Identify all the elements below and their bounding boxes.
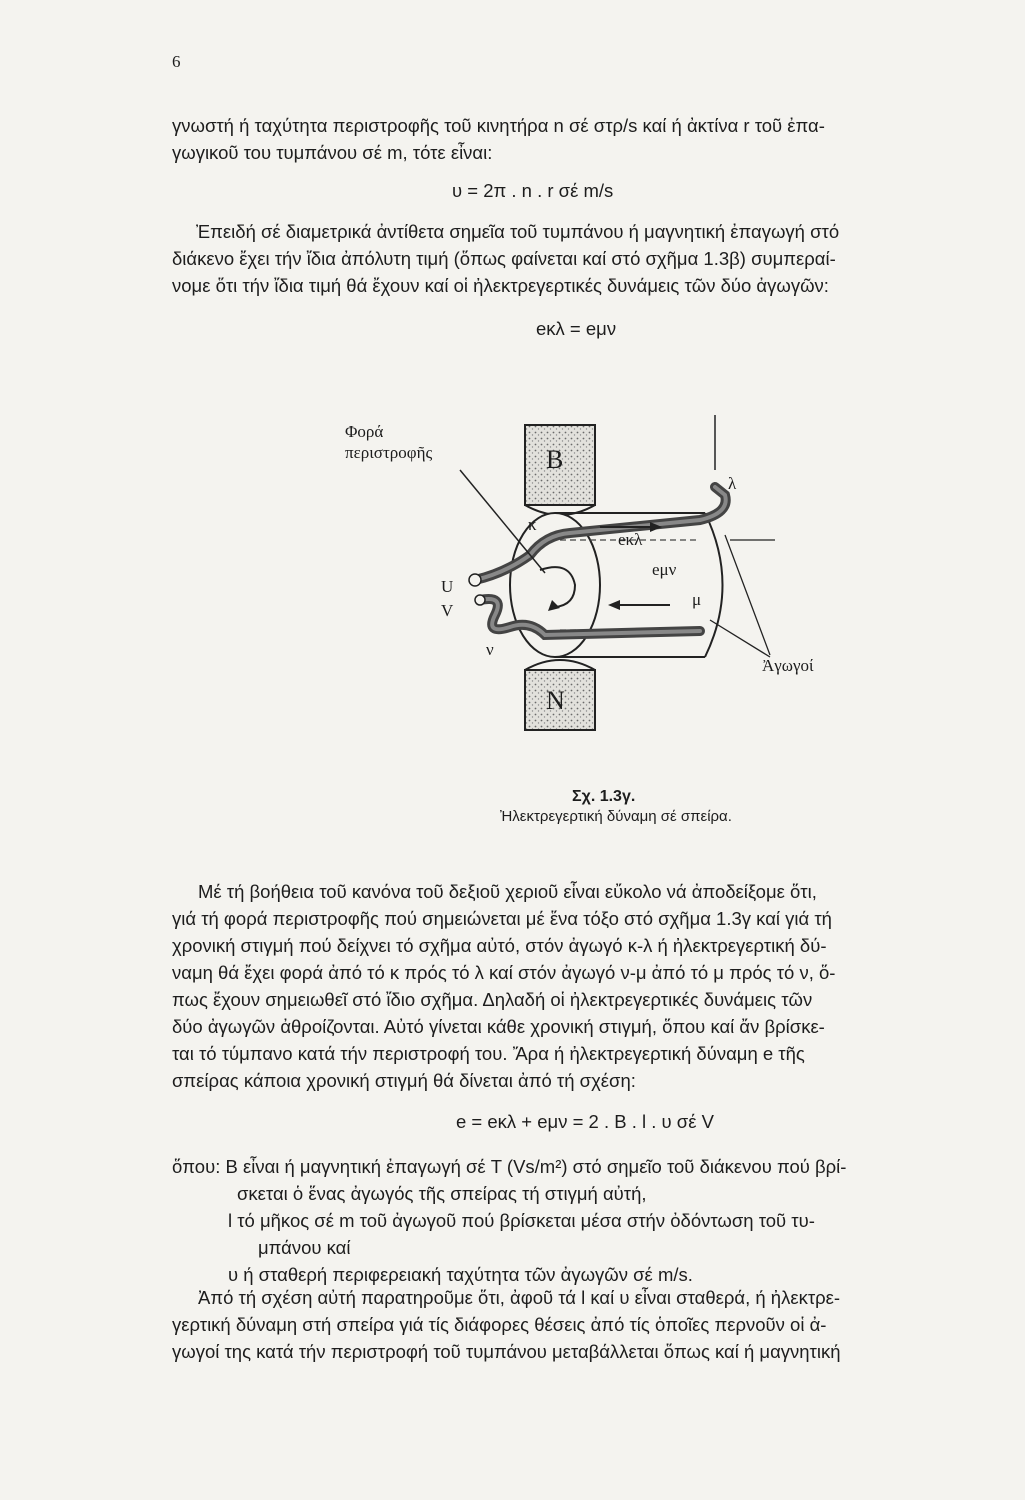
label-rotation-2: περιστροφῆς [345, 443, 433, 462]
definition-line: l τό μῆκος σέ m τοῦ ἀγωγοῦ πού βρίσκεται μέσα στήν ὀδόντωση τοῦ τυ- [228, 1210, 815, 1231]
text-line: Ἐπειδή σέ διαμετρικά ἀντίθετα σημεῖα τοῦ τυμπάνου ή μαγνητική ἐπαγωγή στό [196, 221, 840, 242]
label-conductors: Ἀγωγοί [762, 656, 814, 675]
label-kappa: κ [528, 515, 537, 534]
text-line: Ἀπό τή σχέση αὐτή παρατηροῦμε ὅτι, ἀφοῦ τά l καί υ εἶναι σταθερά, ή ἠλεκτρε- [198, 1287, 841, 1308]
label-u: U [441, 577, 454, 596]
label-pole-b: B [546, 445, 564, 474]
text-line: πως ἔχουν σημειωθεῖ στό ἴδιο σχῆμα. Δηλαδή οἱ ἠλεκτρεγερτικές δυνάμεις τῶν [172, 989, 813, 1010]
label-nu: ν [486, 640, 494, 659]
label-rotation-1: Φορά [345, 422, 384, 441]
text-line: νομε ὅτι τήν ἴδια τιμή θά ἔχουν καί οἱ ἠλεκτρεγερτικές δυνάμεις τῶν δύο ἀγωγῶν: [172, 275, 829, 296]
definition-line: μπάνου καί [258, 1237, 351, 1258]
label-v: V [441, 601, 454, 620]
text-line: γωγοί της κατά τήν περιστροφή τοῦ τυμπάνου μεταβάλλεται ὅπως καί ή μαγνητική [172, 1341, 841, 1362]
text-line: ται τό τύμπανο κατά τήν περιστροφή του. Ἄρα ή ἠλεκτρεγερτική δύναμη e τῆς [172, 1043, 805, 1064]
definition-line: υ ή σταθερή περιφερειακή ταχύτητα τῶν ἀγωγῶν σέ m/s. [228, 1264, 693, 1285]
definition-line: ὅπου: B εἶναι ή μαγνητική ἐπαγωγή σέ T (Vs/m²) στό σημεῖο τοῦ διάκενου πού βρί- [172, 1156, 847, 1177]
text-line: γνωστή ή ταχύτητα περιστροφῆς τοῦ κινητήρα n σέ στρ/s καί ή ἀκτίνα r τοῦ ἐπα- [172, 115, 825, 136]
definition-line: σκεται ὁ ἕνας ἀγωγός τῆς σπείρας τή στιγμή αὐτή, [237, 1183, 647, 1204]
text-line: Μέ τή βοήθεια τοῦ κανόνα τοῦ δεξιοῦ χεριοῦ εἶναι εὔκολο νά ἀποδείξομε ὅτι, [198, 881, 817, 902]
final-paragraph [172, 1284, 987, 1365]
text-line: ναμη θά ἔχει φορά ἀπό τό κ πρός τό λ καί στόν ἀγωγό ν-μ ἀπό τό μ πρός τό ν, ὅ- [172, 962, 836, 983]
text-line: γωγικοῦ του τυμπάνου σέ m, τότε εἶναι: [172, 142, 493, 163]
text-line: σπείρας κάποια χρονική στιγμή θά δίνεται ἀπό τή σχέση: [172, 1070, 636, 1091]
text-line: χρονική στιγμή πού δείχνει τό σχῆμα αὐτό, στόν ἀγωγό κ-λ ή ἠλεκτρεγερτική δύ- [172, 935, 827, 956]
page-number: 6 [172, 52, 181, 71]
text-line: γερτική δύναμη στή σπείρα γιά τίς διάφορες θέσεις ἀπό τίς ὁποῖες περνοῦν οἱ ἀ- [172, 1314, 827, 1335]
right-hand-rule-paragraph [172, 878, 987, 1094]
label-ekl: eκλ [618, 530, 643, 549]
intro-paragraph [172, 112, 987, 166]
equation-equal-emf: eκλ = eμν [536, 318, 617, 339]
label-emn: eμν [652, 560, 677, 579]
equation-speed: υ = 2π . n . r σέ m/s [452, 180, 614, 201]
figure-caption-title: Σχ. 1.3γ. [572, 788, 636, 805]
text-line: διάκενο ἔχει τήν ἴδια ἀπόλυτη τιμή (ὅπως φαίνεται καί στό σχῆμα 1.3β) συμπεραί- [172, 248, 836, 269]
figure-caption-subtitle: Ἠλεκτρεγερτική δύναμη σέ σπείρα. [500, 808, 732, 825]
label-mu: μ [692, 590, 702, 609]
diametric-paragraph [172, 218, 987, 299]
text-line: γιά τή φορά περιστροφῆς πού σημειώνεται μέ ἕνα τόξο στό σχῆμα 1.3γ καί γιά τή [172, 908, 832, 929]
label-pole-n: N [546, 686, 565, 715]
text-line: δύο ἀγωγῶν ἀθροίζονται. Αὐτό γίνεται κάθε χρονική στιγμή, ὅπου καί ἄν βρίσκε- [172, 1016, 825, 1037]
equation-total-emf: e = eκλ + eμν = 2 . B . l . υ σέ V [456, 1111, 714, 1132]
label-lambda: λ [728, 474, 737, 493]
